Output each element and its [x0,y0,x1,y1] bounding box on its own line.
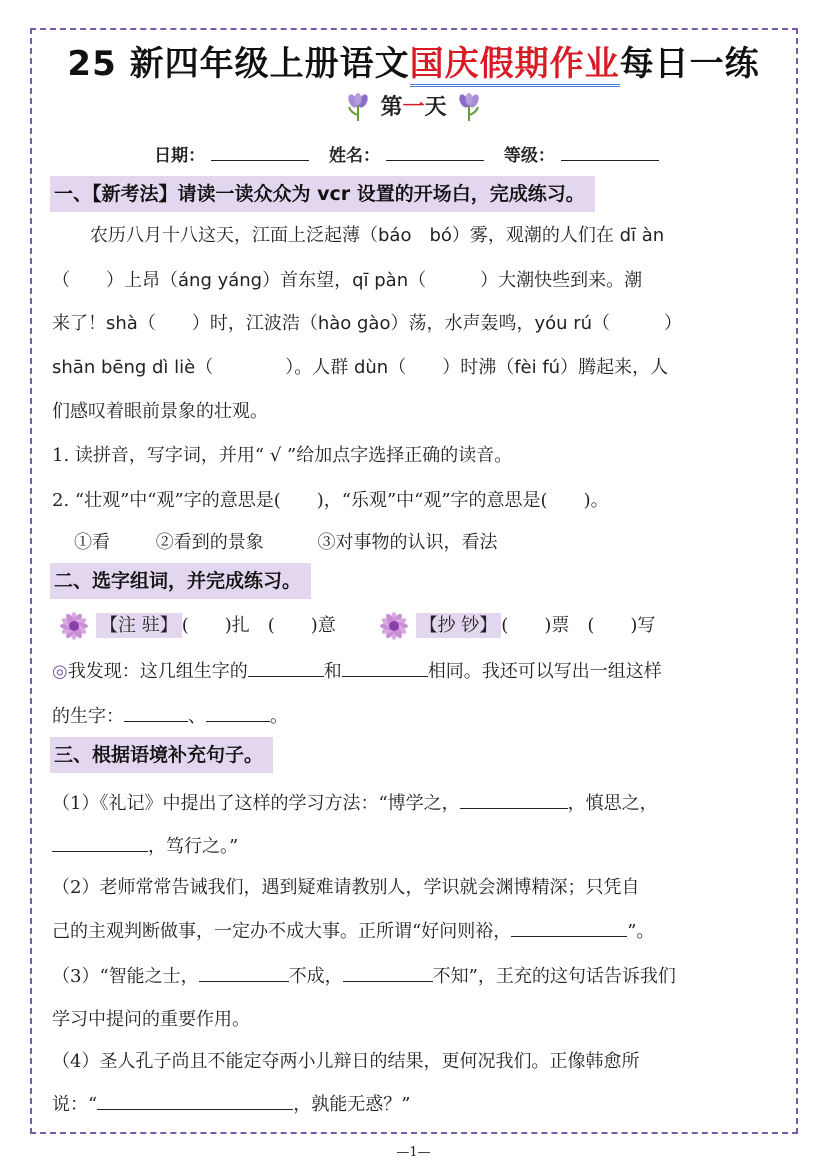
page-title [0,36,827,85]
word-group-2: 【抄 钞】 [416,613,502,638]
word-group-1: 【注 驻】 [96,613,182,638]
blank[interactable] [511,920,627,937]
passage-line-1: 农历八月十八这天，江面上泛起薄（báo bó）雾，观潮的人们在 dī àn [90,225,665,246]
lavender-left-icon [343,93,373,123]
sentence-2: （2）老师常常告诫我们，遇到疑难请教别人，学识就会渊博精深；只凭自 [52,877,640,898]
date-field[interactable] [211,146,309,161]
grade-label: 等级： [503,146,555,166]
day-label: 第一天 [0,90,827,123]
option-1: ①看 [74,532,110,553]
blank[interactable] [124,705,188,722]
blank[interactable] [343,965,433,982]
blank[interactable] [97,1093,293,1110]
name-label: 姓名： [329,146,380,166]
sentence-1: （1）《礼记》中提出了这样的学习方法：“博学之， ，慎思之， [52,793,658,814]
discover-line-2: 的生字： 、 。 [52,706,288,727]
passage-line-5: 们感叹着眼前景象的壮观。 [52,401,268,422]
question-2: 2. “壮观”中“观”字的意思是( )，“乐观”中“观”字的意思是( )。 [52,490,609,511]
section1-heading: 一、【新考法】请读一读众众为 vcr 设置的开场白，完成练习。 [50,176,595,212]
word-groups-row [52,608,655,644]
sentence-4-cont: 说：“ ，孰能无惑？” [52,1094,411,1115]
word-group-1-blanks: ( )扎 ( )意 [181,615,336,636]
page-number: —1— [396,1145,431,1160]
passage-line-3: 来了！shà（ ）时，江波浩（hào gào）荡，水声轰鸣，yóu rú（ ） [52,313,683,334]
daisy-icon [372,608,416,644]
sentence-3-cont: 学习中提问的重要作用。 [52,1009,250,1030]
sentence-3: （3）“智能之士， 不成， 不知”，王充的这句话告诉我们 [52,966,676,987]
grade-field[interactable] [561,146,659,161]
sentence-1-cont: ，笃行之。” [52,832,238,858]
blank[interactable] [460,792,568,809]
lavender-right-icon [454,93,484,123]
title-highlight: 国庆假期作业 [410,44,620,87]
discover-line: ◎我发现：这几组生字的 和 相同。我还可以写出一组这样 [52,661,662,682]
passage-line-4: shān bēng dì liè（ ）。人群 dùn（ ）时沸（fèi fú）腾起来，人 [52,357,669,378]
sentence-4: （4）圣人孔子尚且不能定夺两小儿辩日的结果，更何况我们。正像韩愈所 [52,1051,640,1072]
question-1: 1. 读拼音，写字词，并用“ √ ”给加点字选择正确的读音。 [52,445,513,466]
blank[interactable] [206,705,270,722]
sentence-2-cont: 己的主观判断做事，一定办不成大事。正所谓“好问则裕， ”。 [52,921,655,942]
title-prefix: 25 新四年级上册语文 [67,44,410,84]
section3-heading: 三、根据语境补充句子。 [50,737,273,773]
info-row [0,141,827,166]
discover-icon: ◎ [52,661,68,682]
word-group-2-blanks: ( )票 ( )写 [501,615,656,636]
blank[interactable] [248,660,324,677]
blank[interactable] [199,965,289,982]
section2-heading: 二、选字组词，并完成练习。 [50,563,311,599]
blank[interactable] [342,660,428,677]
title-suffix: 每日一练 [619,44,760,84]
option-3: ③对事物的认识，看法 [317,532,498,553]
blank[interactable] [52,835,148,852]
date-label: 日期： [154,146,206,166]
passage-line-2: （ ）上昂（áng yáng）首东望，qī pàn（ ）大潮快些到来。潮 [52,270,643,291]
name-field[interactable] [386,146,484,161]
daisy-icon [52,608,96,644]
options-row [74,528,497,554]
option-2: ②看到的景象 [155,532,264,553]
